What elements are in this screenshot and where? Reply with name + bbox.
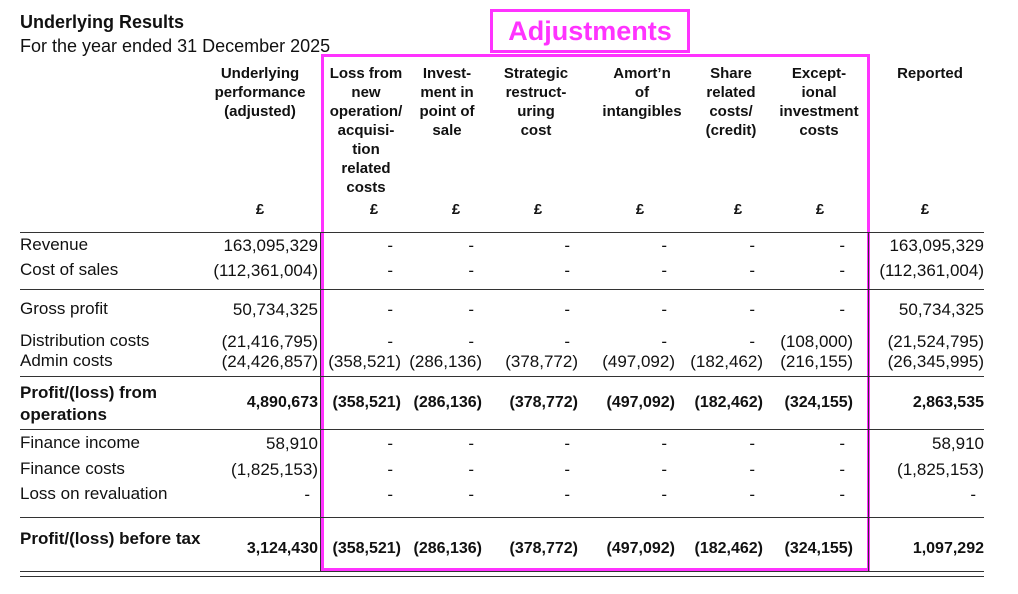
currency-symbol: £ bbox=[533, 201, 543, 218]
table-cell: (324,155) bbox=[784, 394, 853, 411]
row-rule bbox=[20, 232, 984, 233]
table-cell: - bbox=[387, 236, 393, 255]
table-cell: - bbox=[749, 434, 755, 453]
currency-symbol: £ bbox=[733, 201, 743, 218]
row-rule bbox=[20, 571, 984, 572]
table-cell: 50,734,325 bbox=[232, 300, 318, 319]
currency-symbol: £ bbox=[815, 201, 825, 218]
row-label: Distribution costs bbox=[20, 331, 150, 350]
column-header: Strategic restruct- uring cost bbox=[503, 65, 569, 139]
table-cell: 2,863,535 bbox=[912, 394, 984, 411]
table-cell: - bbox=[661, 460, 667, 479]
row-label: Loss on revaluation bbox=[20, 484, 168, 503]
table-cell: - bbox=[661, 485, 667, 504]
table-cell: - bbox=[468, 332, 474, 351]
table-cell: (358,521) bbox=[328, 352, 401, 371]
table-cell: - bbox=[749, 460, 755, 479]
table-cell: (26,345,995) bbox=[887, 352, 984, 371]
table-cell: - bbox=[564, 236, 570, 255]
table-cell: - bbox=[304, 485, 310, 504]
table-cell: - bbox=[387, 460, 393, 479]
table-cell: - bbox=[468, 485, 474, 504]
table-cell: (112,361,004) bbox=[879, 261, 984, 280]
currency-symbol: £ bbox=[369, 201, 379, 218]
row-label: Finance costs bbox=[20, 459, 125, 478]
column-rule bbox=[320, 232, 321, 571]
table-cell: - bbox=[749, 236, 755, 255]
table-cell: - bbox=[564, 300, 570, 319]
table-cell: 58,910 bbox=[266, 434, 318, 453]
table-cell: - bbox=[387, 300, 393, 319]
adjustments-label: Adjustments bbox=[490, 9, 690, 53]
table-cell: 163,095,329 bbox=[889, 236, 984, 255]
table-cell: - bbox=[749, 300, 755, 319]
table-cell: - bbox=[661, 236, 667, 255]
page-title: Underlying Results bbox=[20, 12, 185, 32]
table-cell: 50,734,325 bbox=[898, 300, 984, 319]
row-label: Gross profit bbox=[20, 299, 108, 318]
table-cell: (182,462) bbox=[690, 352, 763, 371]
column-header: Share related costs/ (credit) bbox=[705, 65, 757, 139]
table-cell: - bbox=[564, 261, 570, 280]
row-rule bbox=[20, 576, 984, 577]
column-header: Amort’n of intangibles bbox=[602, 65, 682, 120]
table-cell: - bbox=[749, 485, 755, 504]
row-rule bbox=[20, 289, 984, 290]
table-cell: - bbox=[839, 485, 845, 504]
table-cell: (286,136) bbox=[409, 352, 482, 371]
page-subtitle: For the year ended 31 December 2025 bbox=[20, 36, 331, 56]
table-cell: (21,416,795) bbox=[221, 332, 318, 351]
table-cell: 58,910 bbox=[932, 434, 984, 453]
table-cell: - bbox=[564, 332, 570, 351]
table-cell: - bbox=[839, 434, 845, 453]
column-header: Reported bbox=[897, 65, 963, 82]
table-cell: (358,521) bbox=[332, 394, 401, 411]
column-header: Underlying performance (adjusted) bbox=[214, 65, 306, 120]
row-label: Revenue bbox=[20, 235, 89, 254]
currency-symbol: £ bbox=[920, 201, 930, 218]
column-header: Invest- ment in point of sale bbox=[419, 65, 475, 139]
table-cell: (378,772) bbox=[509, 540, 578, 557]
table-cell: 163,095,329 bbox=[223, 236, 318, 255]
table-cell: - bbox=[661, 261, 667, 280]
table-cell: - bbox=[970, 485, 976, 504]
row-rule bbox=[20, 429, 984, 430]
table-cell: (182,462) bbox=[694, 540, 763, 557]
table-cell: 3,124,430 bbox=[246, 540, 318, 557]
table-cell: - bbox=[564, 460, 570, 479]
table-cell: 4,890,673 bbox=[246, 394, 318, 411]
table-cell: - bbox=[661, 300, 667, 319]
table-cell: (1,825,153) bbox=[897, 460, 984, 479]
row-label: Admin costs bbox=[20, 351, 113, 370]
table-cell: - bbox=[468, 261, 474, 280]
table-cell: - bbox=[839, 300, 845, 319]
table-cell: (497,092) bbox=[602, 352, 675, 371]
table-cell: (286,136) bbox=[413, 394, 482, 411]
row-label: Cost of sales bbox=[20, 260, 119, 279]
column-rule bbox=[868, 232, 869, 571]
table-cell: - bbox=[387, 261, 393, 280]
table-cell: (497,092) bbox=[606, 394, 675, 411]
table-cell: 1,097,292 bbox=[912, 540, 984, 557]
currency-symbol: £ bbox=[255, 201, 265, 218]
table-cell: - bbox=[387, 434, 393, 453]
table-cell: (1,825,153) bbox=[231, 460, 318, 479]
table-cell: - bbox=[468, 300, 474, 319]
row-label: Profit/(loss) before tax bbox=[20, 529, 201, 548]
table-cell: - bbox=[661, 332, 667, 351]
table-cell: (216,155) bbox=[780, 352, 853, 371]
table-cell: (21,524,795) bbox=[887, 332, 984, 351]
table-cell: (358,521) bbox=[332, 540, 401, 557]
table-cell: - bbox=[468, 434, 474, 453]
table-cell: - bbox=[839, 460, 845, 479]
table-cell: (112,361,004) bbox=[213, 261, 318, 280]
table-cell: - bbox=[749, 261, 755, 280]
table-cell: - bbox=[468, 236, 474, 255]
column-header: Except- ional investment costs bbox=[779, 65, 859, 139]
table-cell: - bbox=[749, 332, 755, 351]
currency-symbol: £ bbox=[451, 201, 461, 218]
table-cell: - bbox=[387, 485, 393, 504]
row-rule bbox=[20, 517, 984, 518]
table-cell: - bbox=[564, 434, 570, 453]
table-cell: (378,772) bbox=[509, 394, 578, 411]
table-cell: (497,092) bbox=[606, 540, 675, 557]
column-header: Loss from new operation/ acquisi- tion related costs bbox=[329, 65, 403, 196]
table-cell: - bbox=[661, 434, 667, 453]
table-cell: - bbox=[564, 485, 570, 504]
row-label: Finance income bbox=[20, 433, 141, 452]
table-cell: (324,155) bbox=[784, 540, 853, 557]
table-cell: (24,426,857) bbox=[221, 352, 318, 371]
table-cell: - bbox=[468, 460, 474, 479]
table-cell: (182,462) bbox=[694, 394, 763, 411]
row-label: Profit/(loss) from operations bbox=[20, 383, 157, 424]
table-cell: - bbox=[387, 332, 393, 351]
table-cell: (108,000) bbox=[780, 332, 853, 351]
table-cell: - bbox=[839, 261, 845, 280]
row-rule bbox=[20, 376, 984, 377]
currency-symbol: £ bbox=[635, 201, 645, 218]
table-cell: - bbox=[839, 236, 845, 255]
table-cell: (378,772) bbox=[505, 352, 578, 371]
table-cell: (286,136) bbox=[413, 540, 482, 557]
